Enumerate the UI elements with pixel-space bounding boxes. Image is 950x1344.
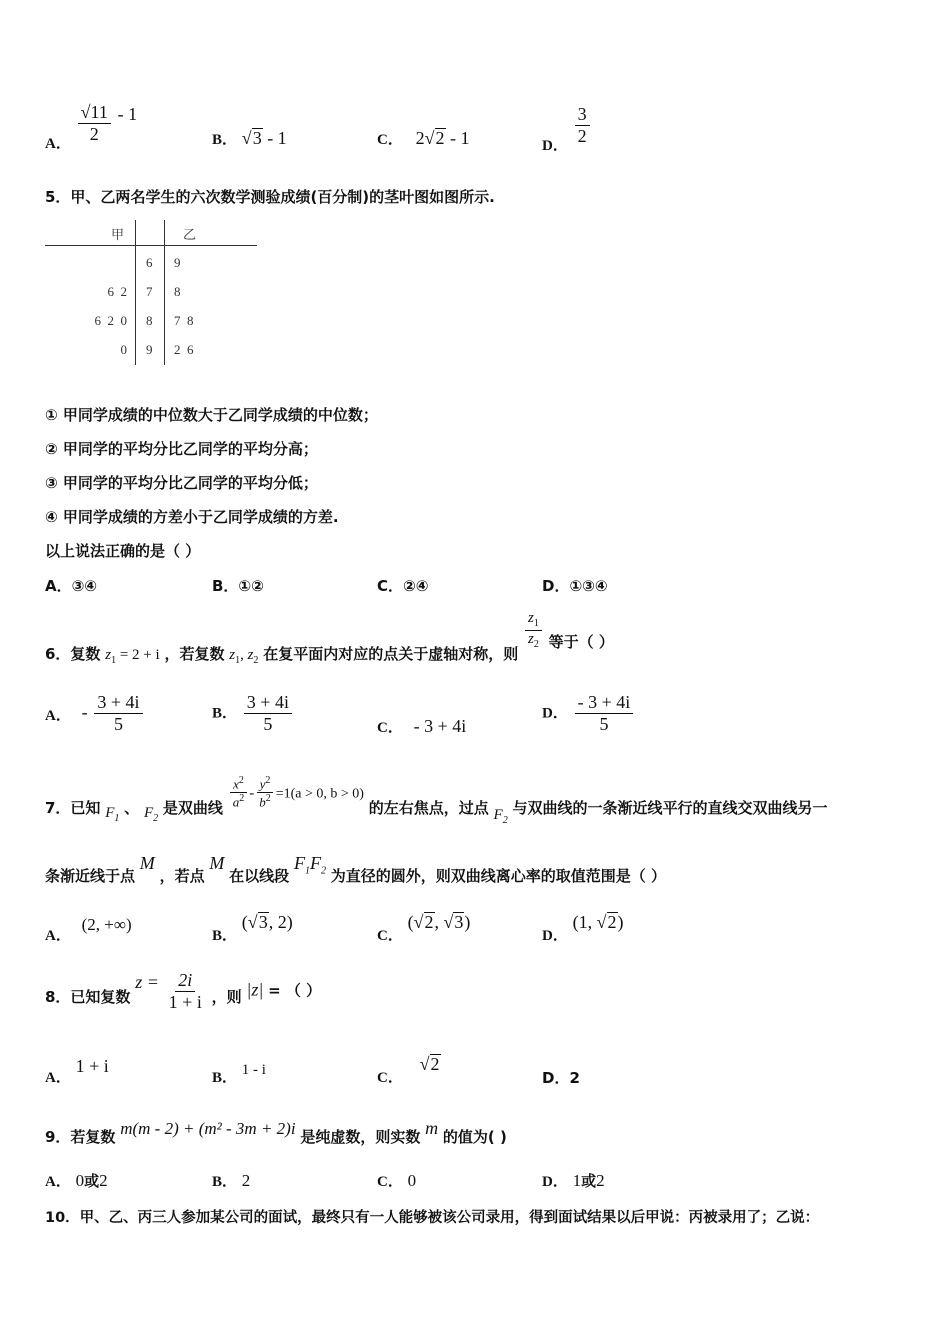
q6-option-d: D． $\frac{- 3 + 4i}{5}$: [542, 692, 635, 734]
q6-option-c: C． - 3 + 4i: [377, 716, 467, 736]
stem-row-left: 6 2: [107, 284, 127, 299]
q8-fraction: $\frac{2i}{1 + i}$: [168, 970, 202, 1012]
stem-row-left: 0: [120, 342, 127, 357]
q6-stem: 6．复数 $z_1 = 2 + i$ ，若复数 $z_1$, $z_2$ 在复平面内对应的点关于虚轴对称，则 $\frac{z_1}{z_2}$ 等于（ ）: [45, 610, 614, 666]
q6-option-a: A． - $\frac{3 + 4i}{5}$: [45, 692, 145, 734]
q4-d-fraction: $\frac{3}{2}$: [575, 104, 590, 146]
q7-stem-line1: 7．已知 $F_1$ 、 $F_2$ 是双曲线 $\frac{x^2}{a^2}$ - $\frac{y^2}{b^2}$ =1(a > 0, b > 0) 的左右焦点，过点 $F_2$ 与双曲线的一条渐近线平行的直线交双曲线另一: [45, 775, 828, 827]
q9-stem: 9．若复数 m(m - 2) + (m² - 3m + 2)i 是纯虚数，则实数 m 的值为( ): [45, 1118, 507, 1146]
q9-option-b: B． 2: [212, 1171, 251, 1190]
q5-statement-4: ④ 甲同学成绩的方差小于乙同学成绩的方差.: [45, 508, 339, 526]
q7-option-c: C． (√2, √3): [377, 912, 471, 944]
stem-row-left: 6 2 0: [94, 313, 127, 328]
q5-statement-1: ① 甲同学成绩的中位数大于乙同学成绩的中位数；: [45, 406, 378, 424]
q9-option-c: C． 0: [377, 1171, 417, 1190]
q7-option-a: A． (2, +∞): [45, 915, 132, 944]
q9-option-a: A． 0或2: [45, 1171, 108, 1190]
stem-row-stem: 8: [146, 313, 153, 328]
stem-header-rule: [45, 245, 257, 246]
q4-option-b: B． √3 - 1: [212, 128, 287, 148]
stem-row-right: 2 6: [174, 342, 194, 357]
q6-ratio-fraction: $\frac{z_1}{z_2}$: [525, 610, 542, 650]
stem-row-right: 8: [174, 284, 181, 299]
q4-a-fraction: $\frac{√11}{2}$: [78, 102, 111, 144]
stem-leaf-plot: [45, 220, 257, 370]
q8-option-d: D．2: [542, 1069, 580, 1087]
q4-option-c: C． 2√2 - 1: [377, 128, 470, 148]
q9-option-d: D． 1或2: [542, 1171, 605, 1190]
q5-option-d: D．①③④: [542, 577, 608, 595]
q4-option-d: D． $\frac{3}{2}$: [542, 104, 592, 146]
q7-option-d: D． (1, √2): [542, 912, 624, 944]
q8-option-a: A． 1 + i: [45, 1056, 109, 1086]
stem-row-right: 9: [174, 255, 181, 270]
q5-statement-2: ② 甲同学的平均分比乙同学的平均分高；: [45, 440, 318, 458]
stem-header-left: 甲: [111, 227, 125, 242]
stem-row-stem: 7: [146, 284, 153, 299]
stem-left-rule: [135, 220, 136, 365]
q10-stem: 10．甲、乙、丙三人参加某公司的面试，最终只有一人能够被该公司录用，得到面试结果以后甲说：丙被录用了；乙说：: [45, 1210, 820, 1226]
q8-option-c: C． √2: [377, 1054, 440, 1086]
stem-row-stem: 9: [146, 342, 153, 357]
q7-option-b: B． (√3, 2): [212, 912, 293, 944]
q5-option-b: B．①②: [212, 577, 264, 595]
stem-row-stem: 6: [146, 255, 153, 270]
stem-right-rule: [164, 220, 165, 365]
q8-stem: 8．已知复数 z = $\frac{2i}{1 + i}$ ，则 |z| = （ ）: [45, 970, 322, 1012]
q8-option-b: B． 1 - i: [212, 1062, 266, 1086]
q5-stem: 5．甲、乙两名学生的六次数学测验成绩(百分制)的茎叶图如图所示.: [45, 188, 495, 206]
stem-header-right: 乙: [183, 227, 197, 242]
q5-question: 以上说法正确的是（ ）: [45, 542, 201, 560]
q4-option-a: A． $\frac{√11}{2}$ - 1: [45, 102, 138, 152]
q7-stem-line2: 条渐近线于点 M ，若点 M 在以线段 $F_1F_2$ 为直径的圆外，则双曲线离心率的取值范围是（ ）: [45, 853, 666, 885]
q5-statement-3: ③ 甲同学的平均分比乙同学的平均分低；: [45, 474, 318, 492]
q5-option-a: A．③④: [45, 577, 98, 595]
stem-row-right: 7 8: [174, 313, 194, 328]
q6-option-b: B． $\frac{3 + 4i}{5}$: [212, 692, 294, 734]
q5-option-c: C．②④: [377, 577, 429, 595]
